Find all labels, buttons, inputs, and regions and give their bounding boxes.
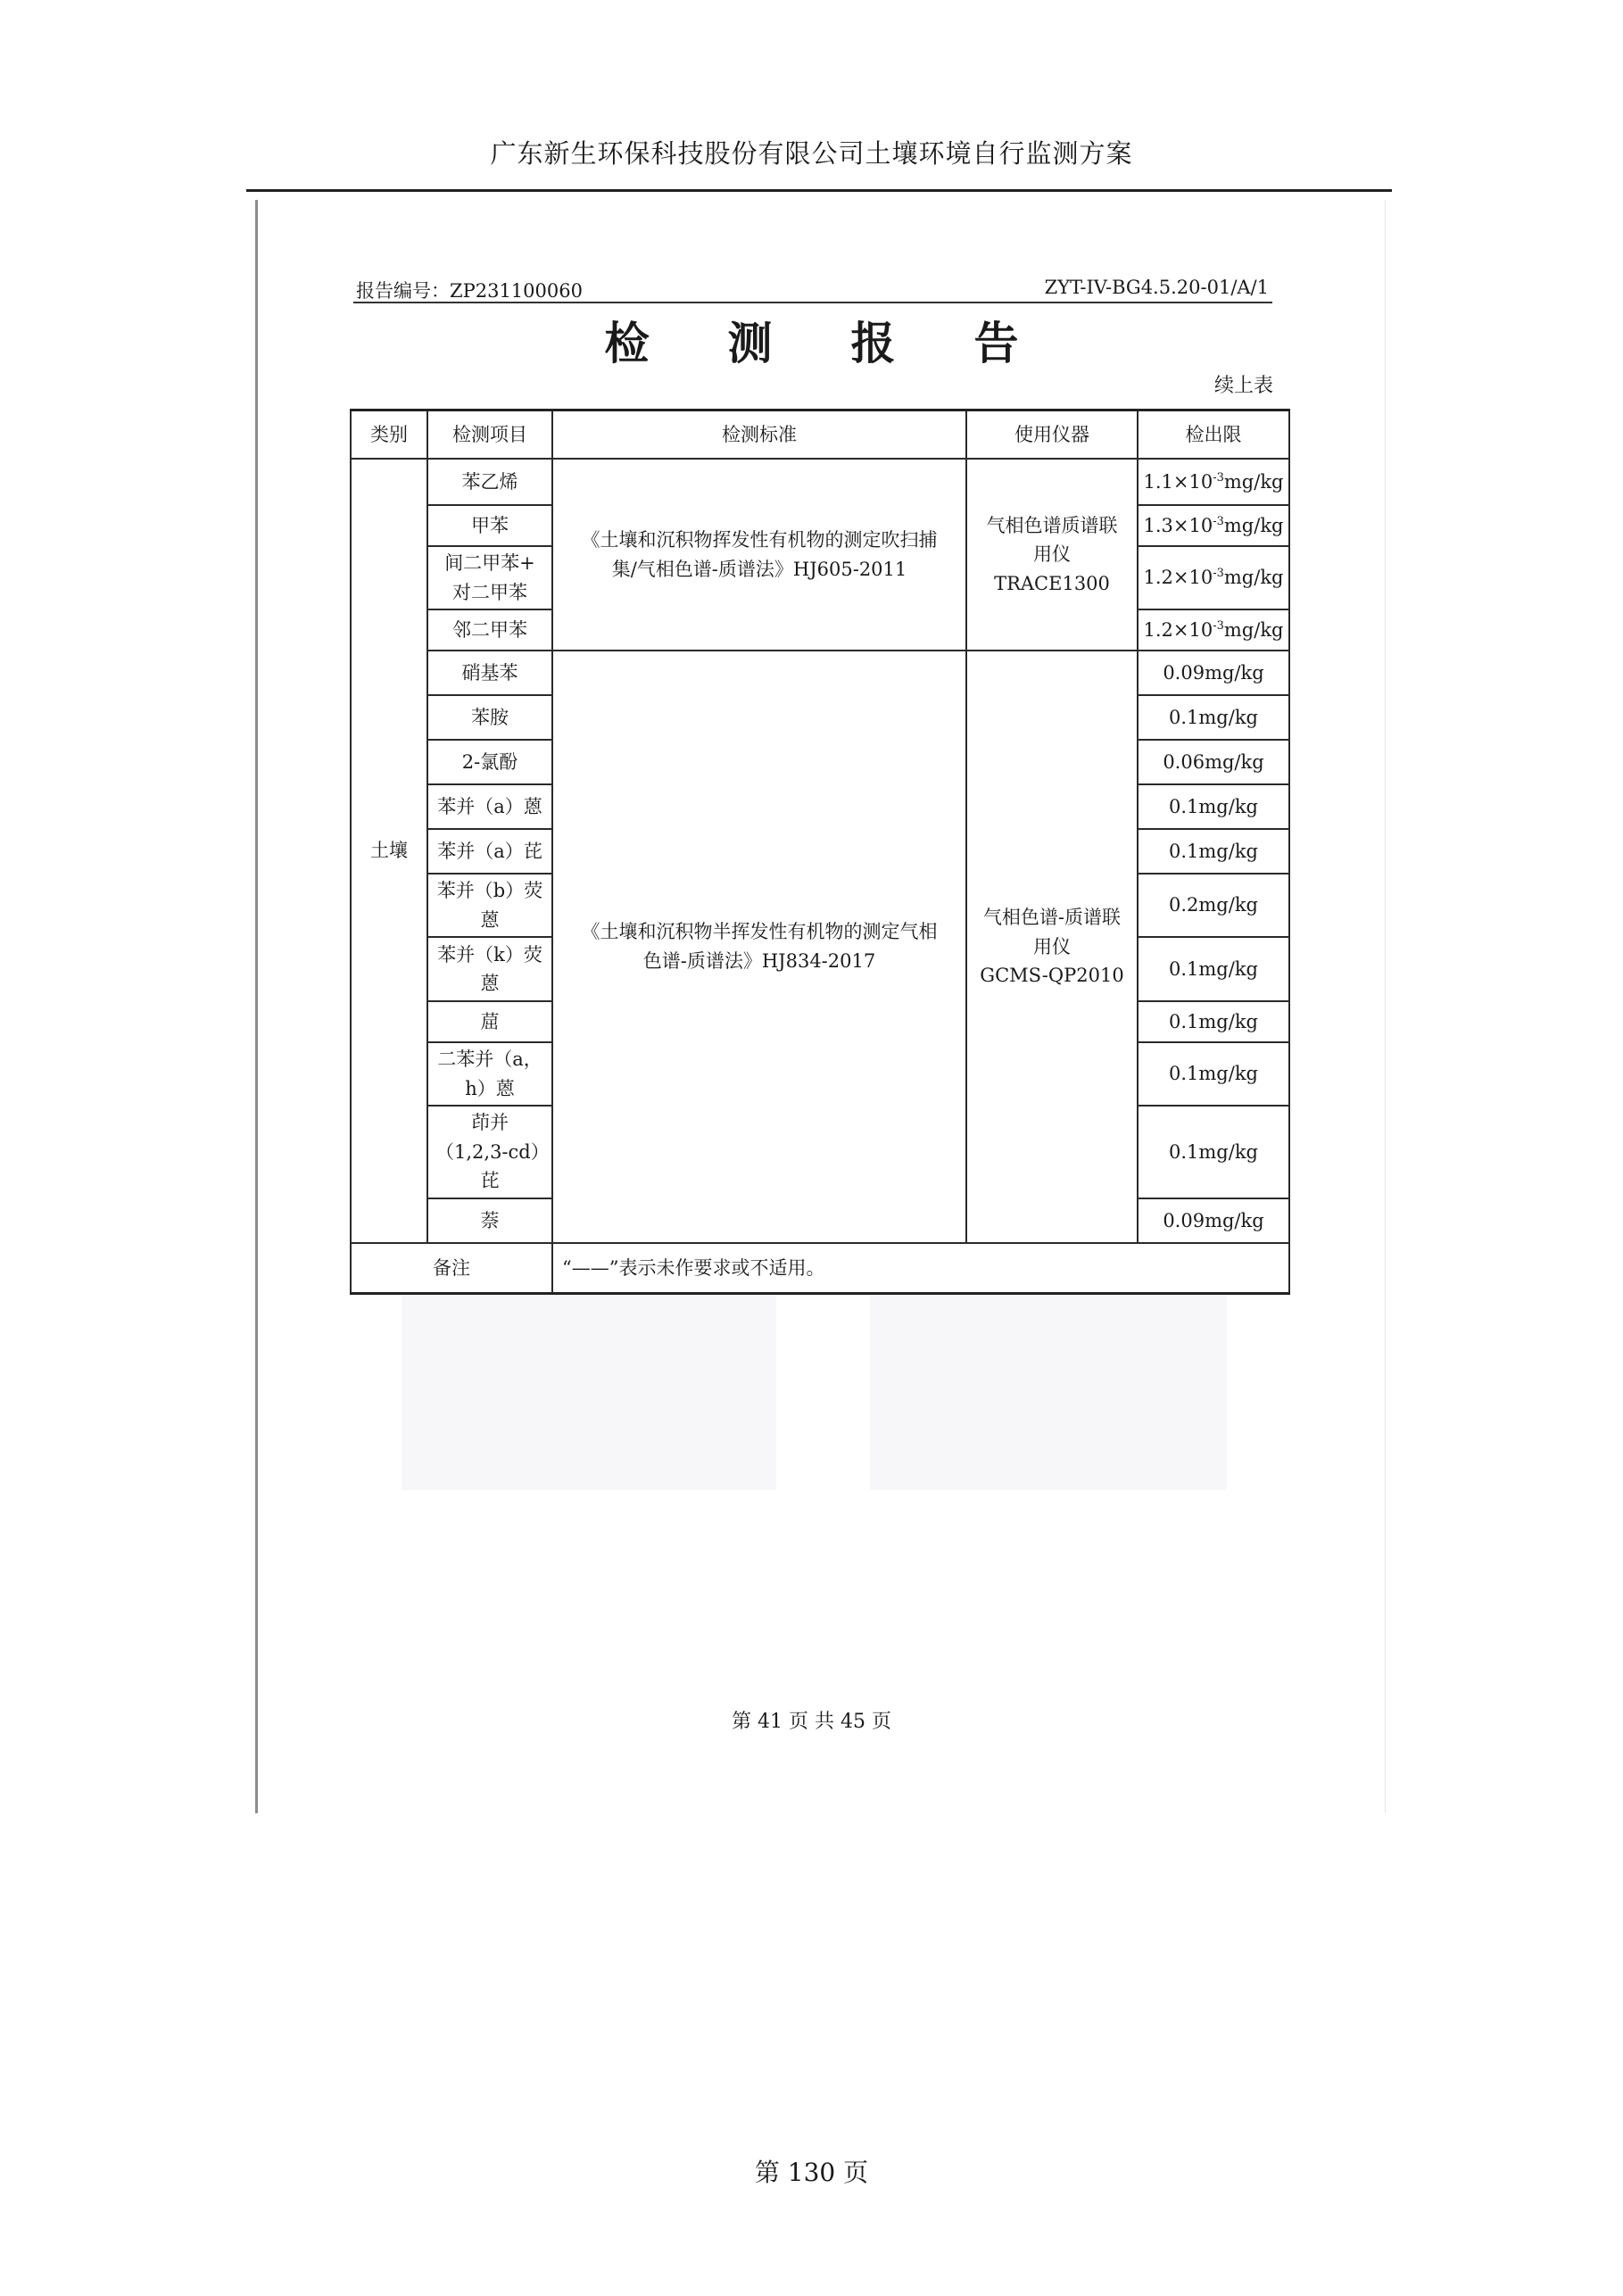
limit-cell: 0.2mg/kg xyxy=(1138,874,1289,937)
limit-exponent: -3 xyxy=(1213,567,1224,581)
item-cell xyxy=(427,1106,552,1198)
limit-cell xyxy=(1138,505,1289,546)
note-text: “——”表示未作要求或不适用。 xyxy=(552,1243,1289,1294)
item-cell xyxy=(427,784,552,829)
item-cell xyxy=(427,874,552,937)
item-cell xyxy=(427,937,552,1001)
limit-unit: mg/kg xyxy=(1223,567,1284,589)
limit-base: 1.1×10 xyxy=(1143,470,1213,493)
item-cell xyxy=(427,740,552,784)
item-line: 苯乙烯 xyxy=(461,470,518,493)
limit-cell: 0.1mg/kg xyxy=(1138,784,1289,829)
limit-cell: 0.1mg/kg xyxy=(1138,1106,1289,1198)
instrument-cell xyxy=(966,459,1138,651)
page-number: 第 130 页 xyxy=(754,2158,869,2187)
limit-exponent: -3 xyxy=(1213,618,1224,633)
report-title: 检测报告 xyxy=(604,317,1097,369)
item-line: 苯并（k）荧 xyxy=(437,943,542,966)
limit-cell: 0.09mg/kg xyxy=(1138,1198,1289,1243)
table-body xyxy=(351,459,1289,1293)
bleed-through-left xyxy=(402,1294,776,1490)
column-header: 类别 xyxy=(351,410,427,460)
instrument-line: 用仪 xyxy=(1033,935,1071,957)
item-cell xyxy=(427,609,552,651)
limit-exponent: -3 xyxy=(1213,514,1224,528)
document-header: 广东新生环保科技股份有限公司土壤环境自行监测方案 xyxy=(490,138,1133,169)
item-line: 甲苯 xyxy=(471,514,509,536)
limit-cell: 0.1mg/kg xyxy=(1138,937,1289,1001)
item-line: 邻二甲苯 xyxy=(452,618,527,641)
instrument-line: 气相色谱-质谱联 xyxy=(982,907,1122,929)
table-row xyxy=(351,651,1289,695)
limit-cell: 0.1mg/kg xyxy=(1138,829,1289,874)
detection-table xyxy=(350,409,1290,1295)
item-cell xyxy=(427,651,552,695)
item-line: h）蒽 xyxy=(465,1077,515,1099)
standard-cell: 《土壤和沉积物挥发性有机物的测定吹扫捕集/气相色谱-质谱法》HJ605-2011 xyxy=(552,459,966,651)
item-line: 对二甲苯 xyxy=(452,581,527,603)
instrument-line: 用仪 xyxy=(1033,543,1071,566)
meta-rule xyxy=(353,302,1272,303)
item-line: 茚并 xyxy=(471,1112,509,1134)
form-code: ZYT-IV-BG4.5.20-01/A/1 xyxy=(1044,277,1269,298)
note-label: 备注 xyxy=(351,1243,552,1294)
limit-unit: mg/kg xyxy=(1223,514,1284,536)
item-cell xyxy=(427,505,552,546)
item-line: 2-氯酚 xyxy=(461,750,518,773)
report-number: 报告编号：ZP231100060 xyxy=(356,280,583,302)
category-cell: 土壤 xyxy=(351,459,427,1243)
limit-base: 1.3×10 xyxy=(1143,514,1213,536)
limit-base: 1.2×10 xyxy=(1143,618,1213,641)
column-header: 检测标准 xyxy=(552,410,966,460)
item-line: 蒽 xyxy=(480,973,500,995)
limit-unit: mg/kg xyxy=(1223,618,1284,641)
standard-cell: 《土壤和沉积物半挥发性有机物的测定气相色谱-质谱法》HJ834-2017 xyxy=(552,651,966,1243)
instrument-line: 气相色谱质谱联 xyxy=(986,514,1118,536)
item-cell xyxy=(427,1042,552,1106)
item-line: 间二甲苯+ xyxy=(444,552,535,574)
continued-label: 续上表 xyxy=(1214,375,1274,397)
limit-cell: 0.1mg/kg xyxy=(1138,1042,1289,1106)
instrument-cell xyxy=(966,651,1138,1243)
instrument-line: TRACE1300 xyxy=(994,572,1110,594)
limit-exponent: -3 xyxy=(1213,470,1224,485)
item-line: 萘 xyxy=(480,1209,500,1231)
limit-cell xyxy=(1138,459,1289,505)
item-cell xyxy=(427,546,552,609)
item-cell xyxy=(427,1001,552,1042)
inner-page-indicator: 第 41 页 共 45 页 xyxy=(732,1711,891,1733)
item-line: 二苯并（a， xyxy=(437,1049,542,1071)
column-header: 使用仪器 xyxy=(966,410,1138,460)
scan-edge xyxy=(255,200,258,1813)
column-header: 检测项目 xyxy=(427,410,552,460)
item-line: 硝基苯 xyxy=(461,661,518,684)
item-line: 苯并（a）芘 xyxy=(437,840,542,862)
item-cell xyxy=(427,459,552,505)
item-line: 䓛 xyxy=(480,1010,500,1032)
limit-cell: 0.1mg/kg xyxy=(1138,695,1289,740)
bleed-through-right xyxy=(870,1294,1227,1490)
table-row xyxy=(351,459,1289,505)
limit-cell xyxy=(1138,546,1289,609)
table-header-row xyxy=(351,410,1289,460)
item-line: 蒽 xyxy=(480,908,500,931)
item-line: 苯并（b）荧 xyxy=(436,880,543,902)
item-line: （1,2,3-cd） xyxy=(435,1140,550,1163)
limit-base: 1.2×10 xyxy=(1143,567,1213,589)
instrument-line: GCMS-QP2010 xyxy=(980,965,1124,987)
item-cell xyxy=(427,829,552,874)
limit-cell: 0.1mg/kg xyxy=(1138,1001,1289,1042)
item-cell xyxy=(427,695,552,740)
column-header: 检出限 xyxy=(1138,410,1289,460)
limit-cell: 0.06mg/kg xyxy=(1138,740,1289,784)
item-cell xyxy=(427,1198,552,1243)
header-rule xyxy=(246,189,1392,192)
limit-unit: mg/kg xyxy=(1223,470,1284,493)
item-line: 苯胺 xyxy=(471,706,509,728)
limit-cell xyxy=(1138,609,1289,651)
note-row xyxy=(351,1243,1289,1294)
limit-cell: 0.09mg/kg xyxy=(1138,651,1289,695)
item-line: 苯并（a）蒽 xyxy=(437,795,542,817)
item-line: 芘 xyxy=(480,1170,500,1192)
